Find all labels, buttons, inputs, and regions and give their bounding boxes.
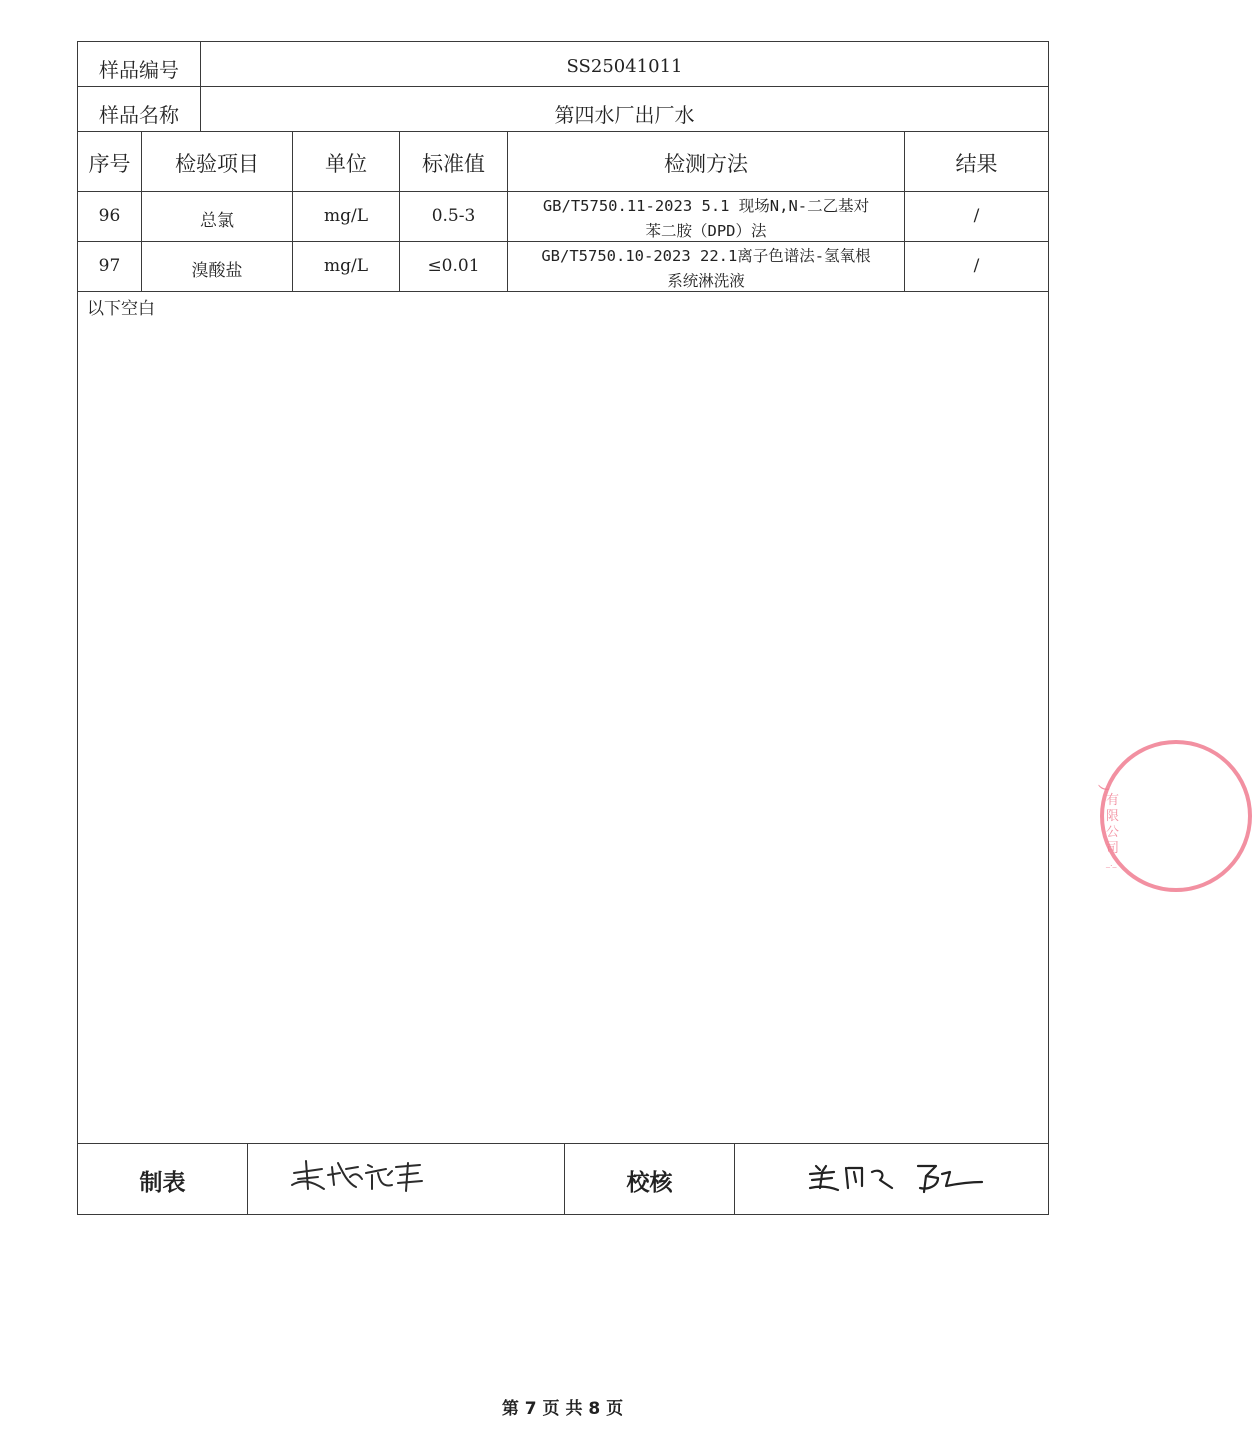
header-unit: 单位 xyxy=(325,152,367,176)
row1-method-line1: GB/T5750.11-2023 5.1 现场N,N-二乙基对 xyxy=(542,197,870,215)
header-standard: 标准值 xyxy=(422,152,485,176)
svg-text:(: ( xyxy=(1096,783,1113,794)
sample-id-label: 样品编号 xyxy=(99,58,179,82)
row1-no: 96 xyxy=(98,206,121,226)
row2-method-line1: GB/T5750.10-2023 22.1离子色谱法-氢氧根 xyxy=(541,247,871,265)
row2-no: 97 xyxy=(98,256,121,276)
svg-text:公: 公 xyxy=(1106,825,1120,840)
row2-unit: mg/L xyxy=(323,256,369,276)
checked-signature-image xyxy=(806,1160,986,1196)
row2-standard: ≤0.01 xyxy=(427,256,480,276)
row2-method-line2: 系统淋洗液 xyxy=(667,272,745,290)
row1-unit: mg/L xyxy=(323,206,369,226)
footer-divider-1 xyxy=(247,1143,248,1215)
row1-standard: 0.5-3 xyxy=(431,206,476,226)
header-item: 检验项目 xyxy=(175,152,259,176)
svg-text:有: 有 xyxy=(1106,793,1120,808)
frame-bottom xyxy=(77,1214,1049,1215)
sample-name-label: 样品名称 xyxy=(99,103,179,127)
row1-item: 总氯 xyxy=(200,211,234,231)
header-no: 序号 xyxy=(88,152,131,176)
sample-id-value: SS25041011 xyxy=(566,56,683,77)
svg-text:司: 司 xyxy=(1106,841,1120,856)
row2-result: / xyxy=(973,256,980,276)
prepared-signature-image xyxy=(288,1155,428,1197)
frame-top xyxy=(77,41,1049,42)
checked-label: 校核 xyxy=(626,1170,673,1196)
company-seal-image xyxy=(1098,738,1258,893)
checked-signature xyxy=(806,1160,986,1196)
rule-after-id xyxy=(77,86,1049,87)
company-seal xyxy=(1098,738,1125,893)
sample-name-value: 第四水厂出厂水 xyxy=(554,103,695,127)
header-method: 检测方法 xyxy=(664,152,748,176)
prepared-label: 制表 xyxy=(139,1170,186,1196)
frame-right xyxy=(1048,41,1049,1215)
svg-text:_._: _._ xyxy=(1106,859,1117,868)
footer-divider-3 xyxy=(734,1143,735,1215)
blank-note: 以下空白 xyxy=(87,299,155,319)
rule-before-footer xyxy=(77,1143,1049,1144)
row1-method-line2: 苯二胺（DPD）法 xyxy=(645,222,767,240)
page-number: 第 7 页 共 8 页 xyxy=(501,1399,624,1419)
row1-result: / xyxy=(973,206,980,226)
svg-text:限: 限 xyxy=(1106,809,1120,824)
row2-item: 溴酸盐 xyxy=(191,261,243,281)
rule-after-row2 xyxy=(77,291,1049,292)
header-result: 结果 xyxy=(955,152,998,176)
prepared-signature xyxy=(288,1155,428,1197)
